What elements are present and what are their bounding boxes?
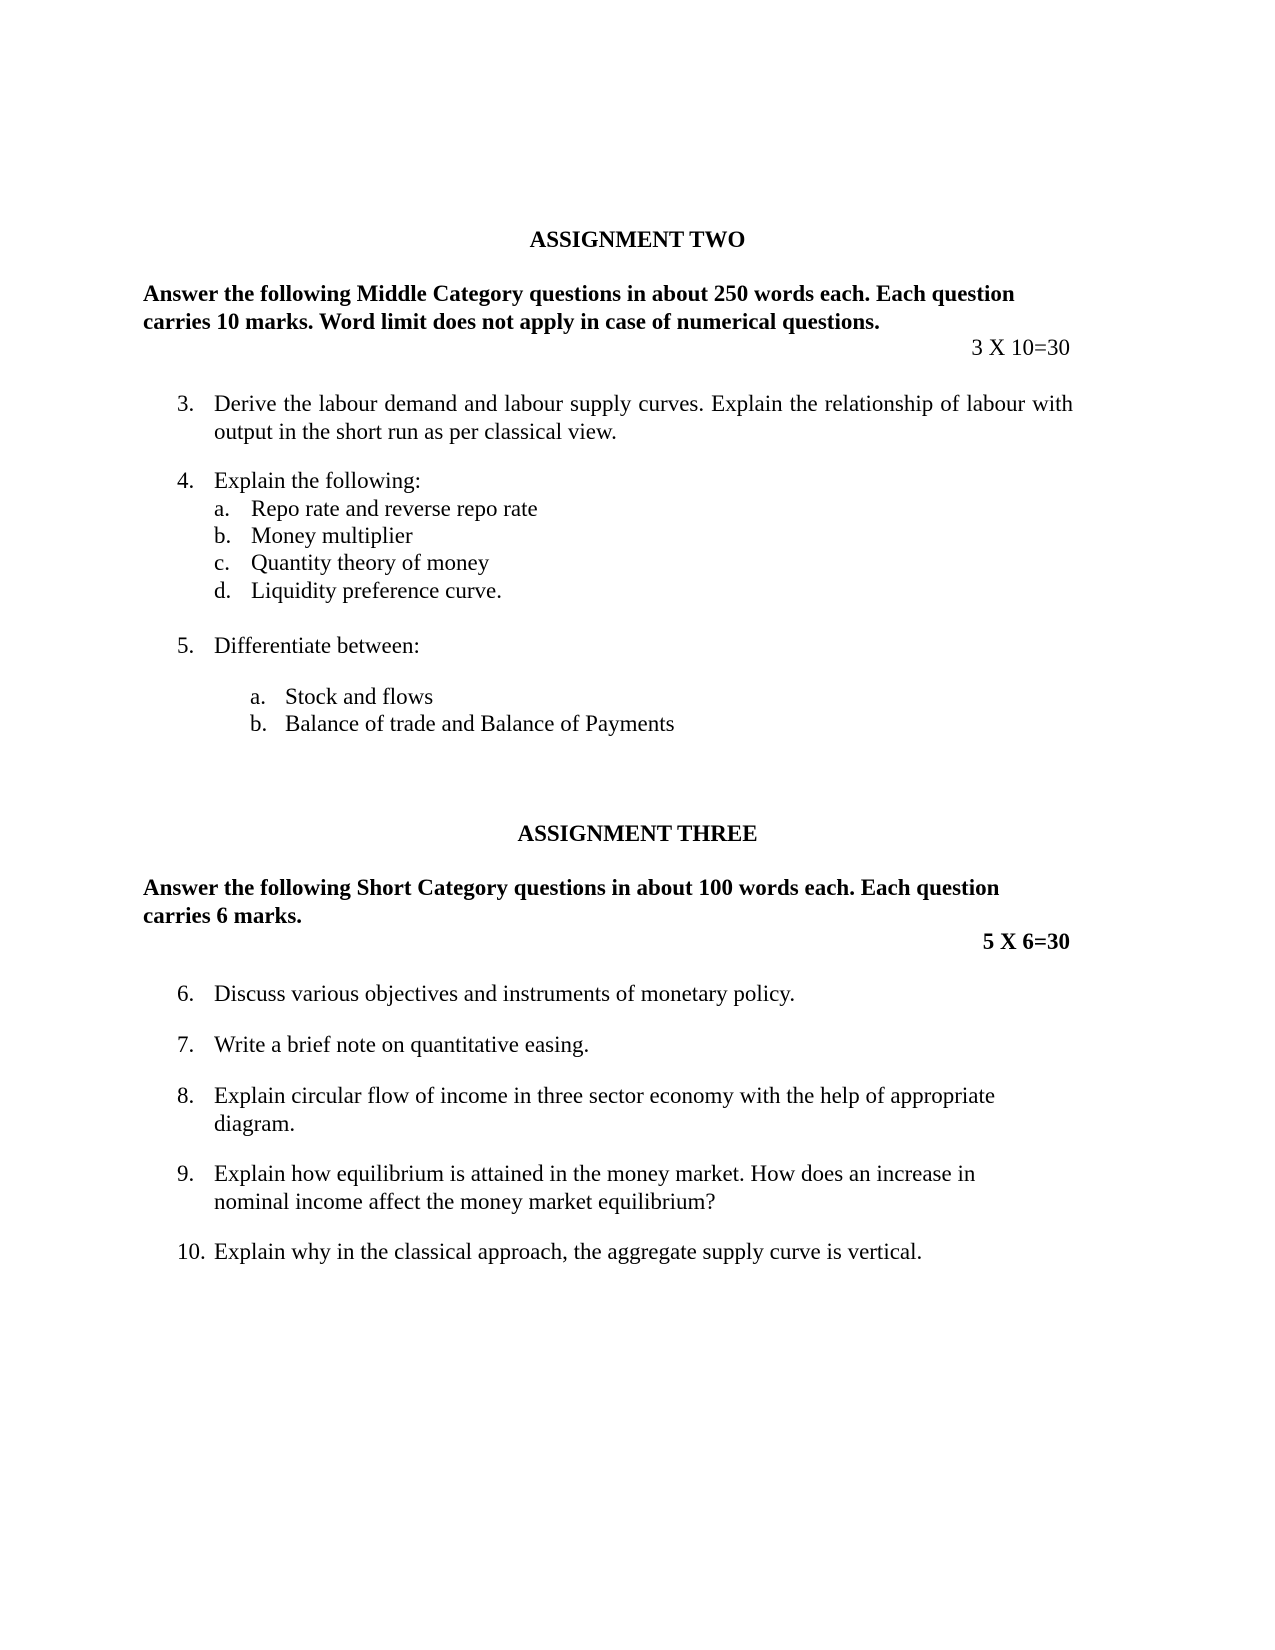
question-number: 8. [177, 1083, 195, 1108]
question-8 [177, 1082, 1027, 1137]
question-4 [177, 467, 1073, 495]
question-text: Differentiate between: [214, 633, 420, 658]
subitem-text: Quantity theory of money [251, 550, 490, 575]
subitem-text: Money multiplier [251, 523, 413, 548]
subitem-letter: b. [214, 523, 232, 548]
assignment-three-marks: 5 X 6=30 [982, 929, 1070, 954]
assignment-three-title: ASSIGNMENT THREE [517, 821, 758, 846]
question-number: 3. [177, 391, 195, 416]
question-10 [177, 1238, 1073, 1266]
subitem-text: Repo rate and reverse repo rate [251, 496, 538, 521]
subitem-text: Balance of trade and Balance of Payments [285, 711, 675, 736]
question-text: Explain why in the classical approach, the aggregate supply curve is vertical. [214, 1239, 923, 1264]
question-text: Derive the labour demand and labour supply curves. Explain the relationship of labour with output in the short run as per classical view. [214, 391, 1073, 444]
question-text: Explain circular flow of income in three sector economy with the help of appropriate diagram. [214, 1083, 996, 1136]
question-text: Explain the following: [214, 468, 421, 493]
assignment-two-instruction: Answer the following Middle Category questions in about 250 words each. Each question carries 10 marks. Word limit does not apply in case of numerical questions. [143, 281, 1015, 334]
question-text: Explain how equilibrium is attained in the money market. How does an increase in nominal income affect the money market equilibrium? [214, 1161, 976, 1214]
question-7 [177, 1031, 1073, 1059]
question-5 [177, 632, 1073, 660]
question-number: 4. [177, 468, 195, 493]
subitem-letter: a. [250, 684, 266, 709]
question-text: Write a brief note on quantitative easing. [214, 1032, 590, 1057]
subitem-text: Liquidity preference curve. [251, 578, 502, 603]
assignment-two-title: ASSIGNMENT TWO [529, 227, 746, 252]
question-number: 7. [177, 1032, 195, 1057]
subitem-letter: c. [214, 550, 230, 575]
question-text: Discuss various objectives and instruments of monetary policy. [214, 981, 796, 1006]
subitem-letter: a. [214, 496, 230, 521]
question-3 [177, 390, 1073, 445]
subitem-text: Stock and flows [285, 684, 434, 709]
subitem-letter: b. [250, 711, 268, 736]
subitem-letter: d. [214, 578, 232, 603]
assignment-three-instruction: Answer the following Short Category questions in about 100 words each. Each question carries 6 marks. [143, 875, 1000, 928]
question-9 [177, 1160, 1007, 1215]
question-number: 9. [177, 1161, 195, 1186]
question-number: 5. [177, 633, 195, 658]
question-6 [177, 980, 1073, 1008]
assignment-two-marks: 3 X 10=30 [971, 335, 1070, 360]
question-number: 10. [177, 1239, 206, 1264]
question-number: 6. [177, 981, 195, 1006]
